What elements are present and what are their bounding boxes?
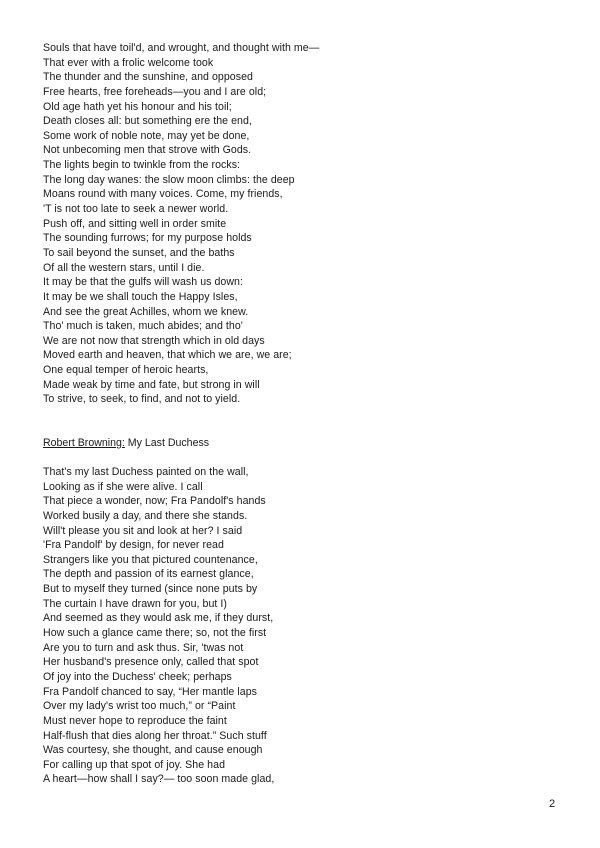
poem-line: The sounding furrows; for my purpose holds <box>43 232 252 245</box>
poem-line: Are you to turn and ask thus. Sir, 'twas not <box>43 641 244 654</box>
poem-line: We are not now that strength which in old days <box>43 334 265 347</box>
poem-line: Her husband's presence only, called that spot <box>43 656 259 669</box>
poem-line: Death closes all: but something ere the end, <box>43 115 252 128</box>
poem-line: The depth and passion of its earnest glance, <box>43 568 254 581</box>
poem-line: Strangers like you that pictured countenance, <box>43 553 258 566</box>
poem-line: Looking as if she were alive. I call <box>43 480 203 493</box>
poem-heading <box>43 436 209 450</box>
poem-line: How such a glance came there; so, not the first <box>43 627 267 640</box>
poem-line: One equal temper of heroic hearts, <box>43 364 209 377</box>
poem-line: And seemed as they would ask me, if they durst, <box>43 612 274 625</box>
poem-line: Tho' much is taken, much abides; and tho' <box>43 320 243 333</box>
poem-ulysses-excerpt <box>43 41 319 407</box>
poem-line: Souls that have toil'd, and wrought, and thought with me— <box>43 42 320 54</box>
poem-line: Not unbecoming men that strove with Gods. <box>43 144 252 157</box>
poem-line: That ever with a frolic welcome took <box>43 56 214 69</box>
author-name: Robert Browning: <box>43 437 125 449</box>
poem-line: Was courtesy, she thought, and cause enough <box>43 744 263 757</box>
poem-title: My Last Duchess <box>124 437 210 449</box>
poem-line: That piece a wonder, now; Fra Pandolf's hands <box>43 495 266 508</box>
poem-line: The long day wanes: the slow moon climbs: the deep <box>43 173 295 186</box>
poem-line: Some work of noble note, may yet be done, <box>43 129 250 142</box>
poem-line: Of all the western stars, until I die. <box>43 261 205 274</box>
poem-line: It may be that the gulfs will wash us down: <box>43 276 243 289</box>
poem-line: Will't please you sit and look at her? I said <box>43 524 243 537</box>
poem-line: Free hearts, free foreheads—you and I are old; <box>43 85 267 98</box>
page-number: 2 <box>549 798 556 810</box>
poem-line: 'T is not too late to seek a newer world. <box>43 203 229 216</box>
poem-line: That's my last Duchess painted on the wall, <box>43 466 249 478</box>
poem-line: Made weak by time and fate, but strong in will <box>43 378 260 391</box>
poem-line: To sail beyond the sunset, and the baths <box>43 246 235 259</box>
poem-line: Moved earth and heaven, that which we are, we are; <box>43 349 292 362</box>
poem-my-last-duchess <box>43 465 274 787</box>
poem-line: Must never hope to reproduce the faint <box>43 714 227 727</box>
poem-line: And see the great Achilles, whom we knew. <box>43 305 249 318</box>
poem-line: A heart—how shall I say?— too soon made glad, <box>43 773 275 786</box>
poem-line: Fra Pandolf chanced to say, “Her mantle laps <box>43 685 257 698</box>
poem-line: For calling up that spot of joy. She had <box>43 758 226 771</box>
poem-line: The thunder and the sunshine, and opposed <box>43 71 253 84</box>
poem-line: Of joy into the Duchess' cheek; perhaps <box>43 670 232 683</box>
poem-line: The curtain I have drawn for you, but I) <box>43 597 227 610</box>
poem-line: But to myself they turned (since none puts by <box>43 583 258 596</box>
poem-line: 'Fra Pandolf' by design, for never read <box>43 539 224 552</box>
poem-line: Half-flush that dies along her throat.” Such stuff <box>43 729 267 742</box>
poem-line: Over my lady's wrist too much,” or “Paint <box>43 700 236 713</box>
poem-line: Push off, and sitting well in order smite <box>43 217 227 230</box>
poem-line: It may be we shall touch the Happy Isles, <box>43 290 238 303</box>
poem-line: Worked busily a day, and there she stands. <box>43 509 248 522</box>
poem-line: Old age hath yet his honour and his toil; <box>43 100 232 113</box>
poem-line: The lights begin to twinkle from the rocks: <box>43 159 241 172</box>
poem-line: Moans round with many voices. Come, my friends, <box>43 188 283 201</box>
poem-line: To strive, to seek, to find, and not to yield. <box>43 393 241 406</box>
